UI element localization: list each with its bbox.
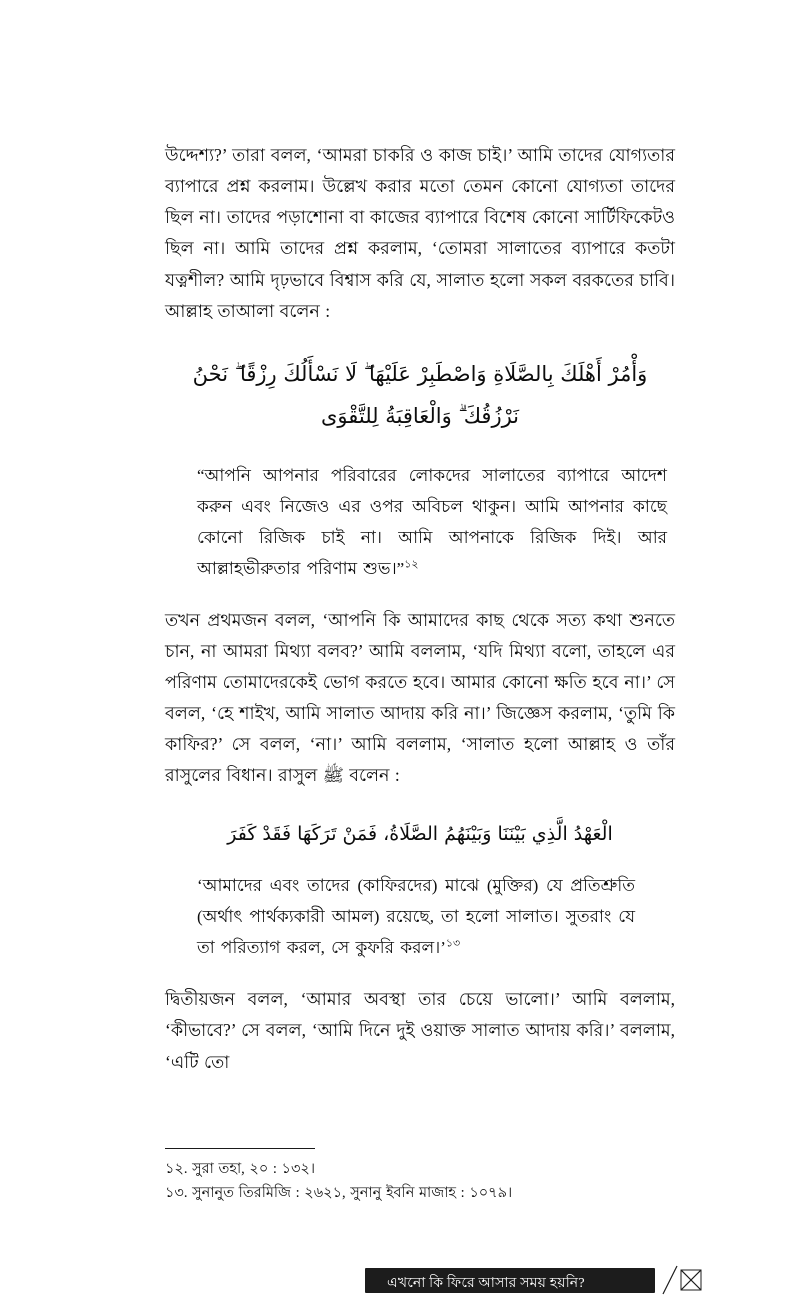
page-footer [365, 1268, 695, 1294]
ornament-icon [661, 1264, 705, 1298]
arabic-quran-verse: وَأْمُرْ أَهْلَكَ بِالصَّلَاةِ وَاصْطَبِرْ عَلَيْهَا ۖ لَا نَسْأَلُكَ رِزْقًا ۖ نَحْنُ نَرْزُقُكَ ۗ وَالْعَاقِبَةُ لِلتَّقْوَى [192, 361, 648, 428]
page-content [165, 140, 675, 1095]
paragraph-2: তখন প্রথমজন বলল, ‘আপনি কি আমাদের কাছ থেকে সত্য কথা শুনতে চান, না আমরা মিথ্যা বলব?’ আমি বললাম, ‘যদি মিথ্যা বলো, তাহলে এর পরিণাম তোমাদেরকেই ভোগ করতে হবে। আমার কোনো ক্ষতি হবে না।’ সে বলল, ‘হে শাইখ, আমি সালাত আদায় করি না।’ জিজ্ঞেস করলাম, ‘তুমি কি কাফির?’ সে বলল, ‘না।’ আমি বললাম, ‘সালাত হলো আল্লাহ ও তাঁর রাসুলের বিধান। রাসুল ﷺ বলেন : [165, 609, 675, 786]
arabic-hadith-text: الْعَهْدُ الَّذِي بَيْنَنَا وَبَيْنَهُمُ الصَّلَاةُ، فَمَنْ تَرَكَهَا فَقَدْ كَفَرَ [227, 823, 613, 846]
footer-book-title: এখনো কি ফিরে আসার সময় হয়নি? [387, 1276, 585, 1291]
hadith-translation-text: ‘আমাদের এবং তাদের (কাফিরদের) মাঝে (মুক্তির) যে প্রতিশ্রুতি (অর্থাৎ পার্থক্যকারী আমল) রয়েছে, তা হলো সালাত। সুতরাং যে তা পরিত্যাগ করল, সে কুফরি করল।’ [197, 876, 635, 958]
footnote-section [165, 1148, 585, 1206]
paragraph-1: উদ্দেশ্য?’ তারা বলল, ‘আমরা চাকরি ও কাজ চাই।’ আমি তাদের যোগ্যতার ব্যাপারে প্রশ্ন করলাম। উল্লেখ করার মতো তেমন কোনো যোগ্যতা তাদের ছিল না। তাদের পড়াশোনা বা কাজের ব্যাপারে বিশেষ কোনো সার্টিফিকেটও ছিল না। আমি তাদের প্রশ্ন করলাম, ‘তোমরা সালাতের ব্যাপারে কতটা যত্নশীল? আমি দৃঢ়ভাবে বিশ্বাস করি যে, সালাত হলো সকল বরকতের চাবি। আল্লাহ তাআলা বলেন : [165, 145, 675, 321]
footnote-marker-12: ১২ [404, 558, 419, 570]
verse-translation-text: “আপনি আপনার পরিবারের লোকদের সালাতের ব্যাপারে আদেশ করুন এবং নিজেও এর ওপর অবিচল থাকুন। আমি আপনার কাছে কোনো রিজিক চাই না। আমি আপনাকে রিজিক দিই। আর আল্লাহভীরুতার পরিণাম শুভ।” [197, 465, 667, 578]
verse-translation [165, 461, 675, 585]
footnote-item-13: ১৩. সুনানুত তিরমিজি : ২৬২১, সুনানু ইবনি মাজাহ : ১০৭৯। [165, 1184, 513, 1201]
paragraph-3: দ্বিতীয়জন বলল, ‘আমার অবস্থা তার চেয়ে ভালো।’ আমি বললাম, ‘কীভাবে?’ সে বলল, ‘আমি দিনে দুই ওয়াক্ত সালাত আদায় করি।’ বললাম, ‘এটি তো [165, 989, 675, 1072]
hadith-translation [165, 871, 675, 964]
footnote-item-12: ১২. সুরা তহা, ২০ : ১৩২। [165, 1161, 316, 1177]
footer-page-number: ২১ [663, 1275, 683, 1291]
footnote-divider [165, 1148, 315, 1149]
footnote-marker-13: ১৩ [445, 937, 461, 950]
